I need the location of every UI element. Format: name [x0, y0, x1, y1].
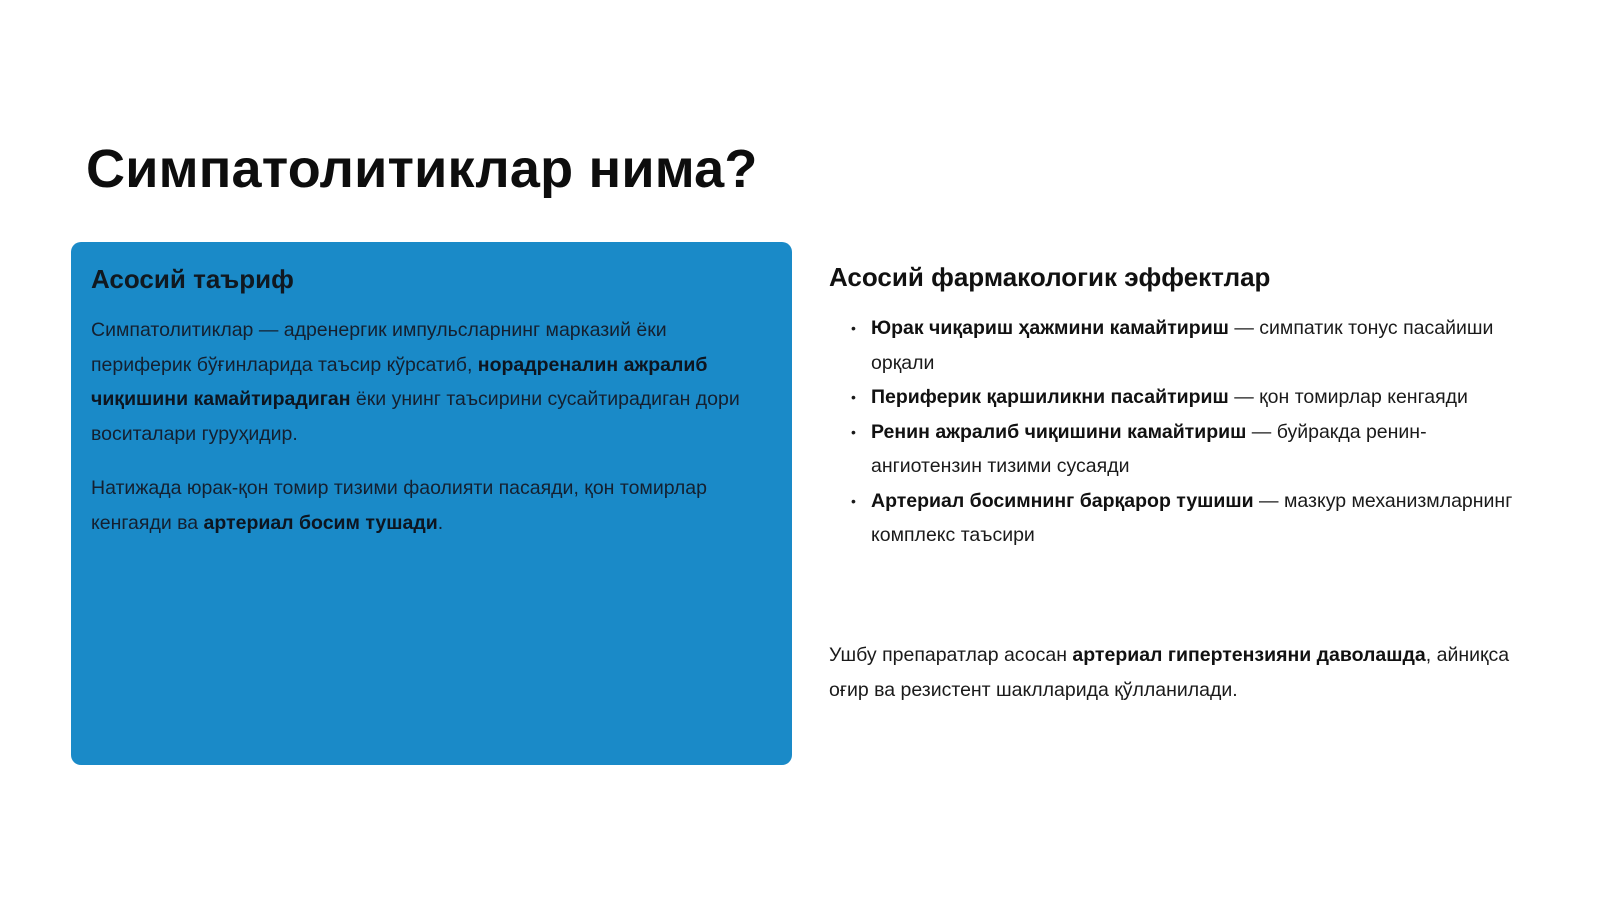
definition-text-start: Симпатолитиклар — адренергик импульсларнинг марказий ёки периферик бўғинларида таъсир кўрсатиб,: [91, 319, 667, 376]
bullet-icon: •: [851, 423, 856, 440]
effects-heading: Асосий фармакологик эффектлар: [829, 262, 1271, 292]
result-emphasis: артериал босим тушади: [203, 511, 438, 534]
effect-description: — қон томирлар кенгаяди: [1228, 386, 1468, 408]
effect-description: — симпатик тонус пасайиши орқали: [871, 317, 1494, 374]
definition-card: [71, 242, 792, 765]
slide-title: Симпатолитиклар нима?: [86, 139, 758, 199]
definition-paragraph: [91, 313, 772, 451]
effects-list: [829, 311, 1519, 553]
summary-paragraph: [829, 638, 1529, 707]
definition-text-end: ёки унинг таъсирини сусайтирадиган дори воситалари гуруҳидир.: [91, 388, 740, 445]
effect-item: [829, 380, 1519, 415]
summary-emphasis: артериал гипертензияни даволашда: [1072, 644, 1426, 666]
effect-item: [829, 415, 1519, 484]
effect-title: Юрак чиқариш ҳажмини камайтириш: [871, 317, 1229, 339]
summary-text-start: Ушбу препаратлар асосан: [829, 644, 1073, 666]
effect-item: [829, 484, 1519, 553]
effect-title: Ренин ажралиб чиқишини камайтириш: [871, 420, 1247, 443]
bullet-icon: •: [851, 389, 856, 405]
result-text-start: Натижада юрак-қон томир тизими фаолияти пасаяди, қон томирлар кенгаяди ва: [91, 477, 707, 534]
result-text-end: .: [437, 511, 444, 534]
result-paragraph: [91, 471, 772, 540]
effect-item: [829, 311, 1519, 380]
summary-text-end: , айниқса оғир ва резистент шаклларида қўлланилади.: [829, 644, 1510, 701]
definition-heading: Асосий таъриф: [91, 264, 294, 294]
effect-title: Артериал босимнинг барқарор тушиши: [871, 489, 1254, 512]
definition-emphasis: норадреналин ажралиб чиқишини камайтирадиган: [91, 353, 708, 410]
effects-section: [829, 262, 1519, 553]
bullet-icon: •: [851, 320, 856, 336]
effect-title: Периферик қаршиликни пасайтириш: [871, 386, 1229, 408]
bullet-icon: •: [851, 492, 856, 509]
effect-description: — буйракда ренин-ангиотензин тизими сусаяди: [871, 420, 1427, 477]
effect-description: — мазкур механизмларнинг комплекс таъсири: [871, 489, 1513, 546]
